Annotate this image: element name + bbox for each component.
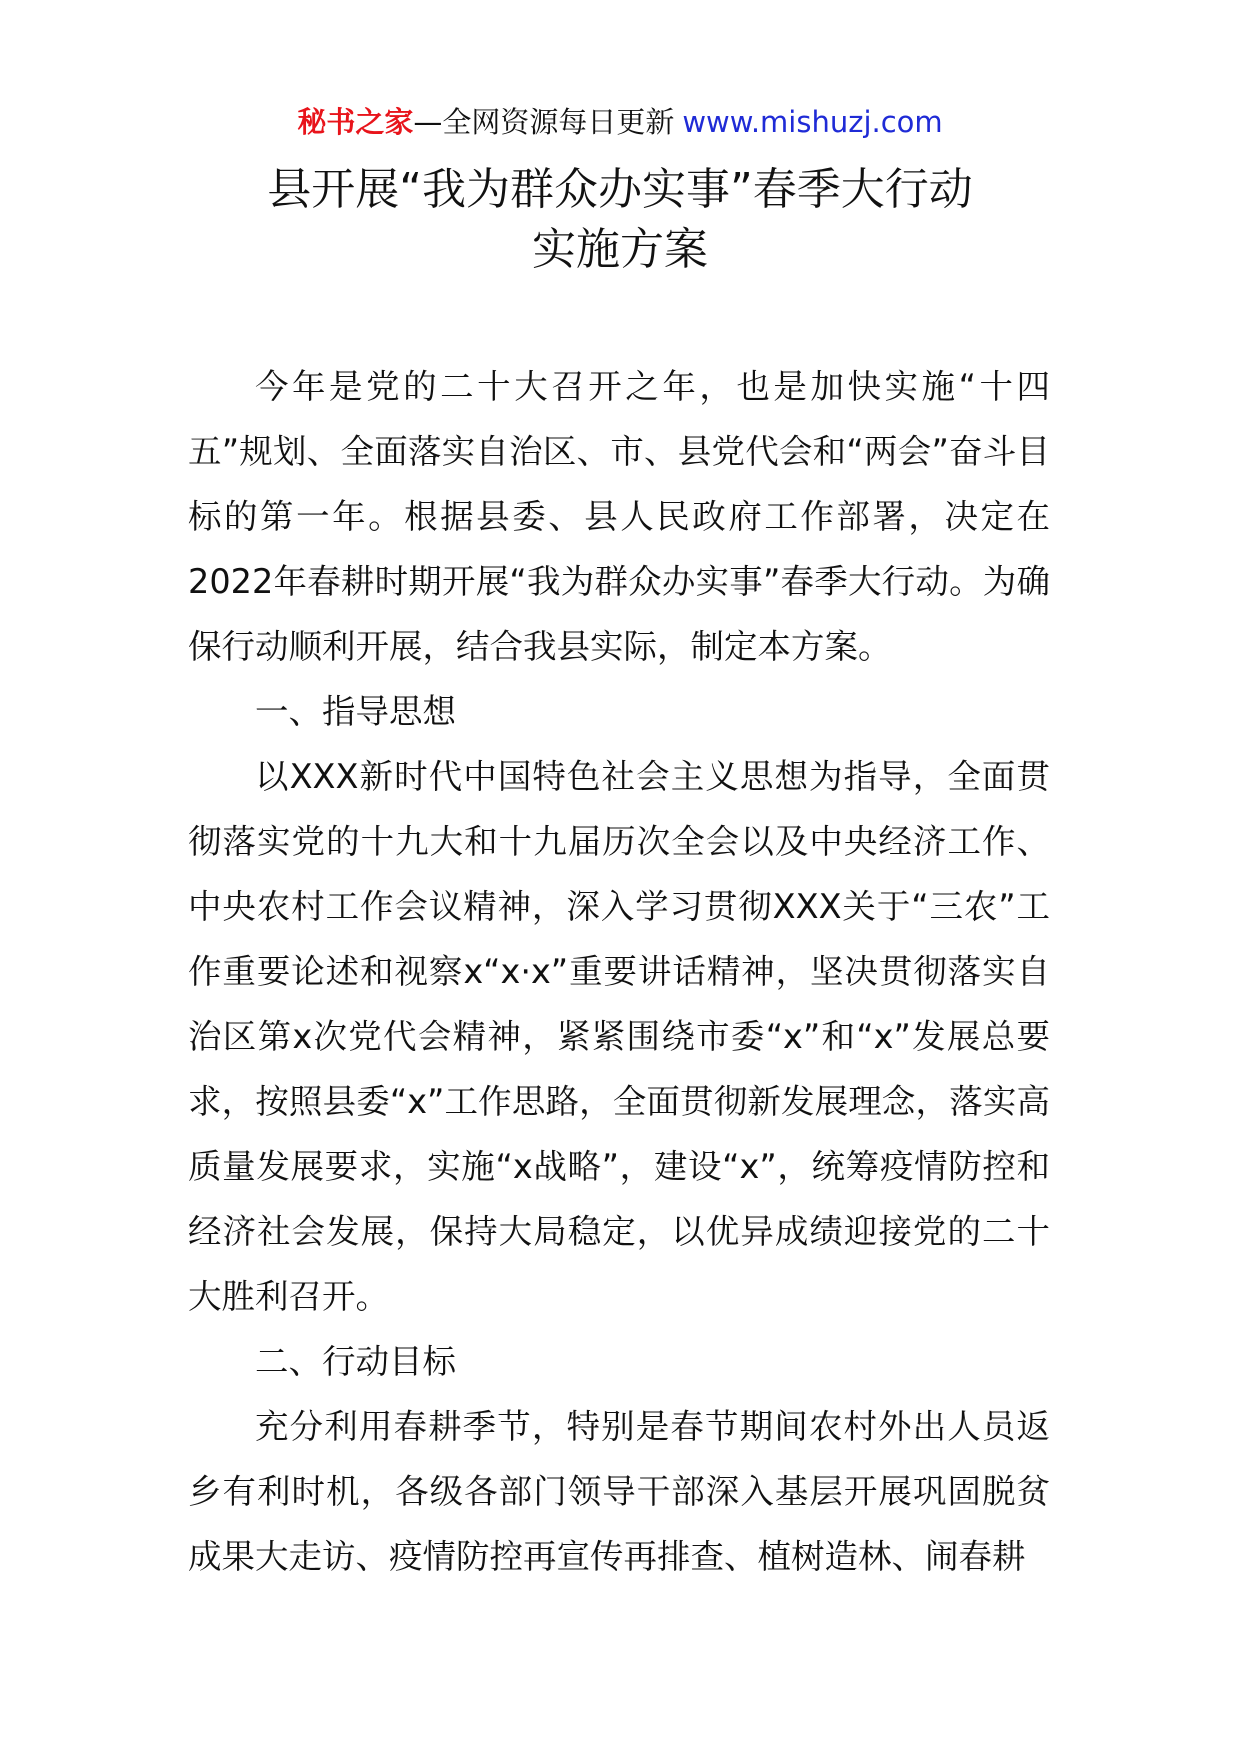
header-tagline: —全网资源每日更新 — [413, 105, 675, 139]
site-url-link[interactable]: www.mishuzj.com — [682, 105, 943, 139]
site-header — [0, 102, 1240, 142]
guiding-thought-paragraph: 以XXX新时代中国特色社会主义思想为指导，全面贯彻落实党的十九大和十九届历次全会以及中央经济工作、中央农村工作会议精神，深入学习贯彻XXX关于“三农”工作重要论述和视察x“x·x”重要讲话精神，坚决贯彻落实自治区第x次党代会精神，紧紧围绕市委“x”和“x”发展总要求，按照县委“x”工作思路，全面贯彻新发展理念，落实高质量发展要求，实施“x战略”，建设“x”，统筹疫情防控和经济社会发展，保持大局稳定，以优异成绩迎接党的二十大胜利召开。 — [188, 757, 1050, 1316]
brand-name: 秘书之家 — [297, 105, 414, 139]
title-line-1: 县开展“我为群众办实事”春季大行动 — [267, 164, 973, 215]
document-title — [0, 160, 1240, 280]
intro-paragraph: 今年是党的二十大召开之年，也是加快实施“十四五”规划、全面落实自治区、市、县党代会和“两会”奋斗目标的第一年。根据县委、县人民政府工作部署，决定在2022年春耕时期开展“我为群众办实事”春季大行动。为确保行动顺利开展，结合我县实际，制定本方案。 — [188, 367, 1050, 666]
document-body — [188, 354, 1050, 1589]
section-heading-action-goals: 二、行动目标 — [255, 1342, 456, 1381]
action-goals-paragraph: 充分利用春耕季节，特别是春节期间农村外出人员返乡有利时机，各级各部门领导干部深入基层开展巩固脱贫成果大走访、疫情防控再宣传再排查、植树造林、闹春耕 — [188, 1407, 1050, 1576]
title-line-2: 实施方案 — [532, 224, 708, 275]
section-heading-guiding-thought: 一、指导思想 — [255, 692, 456, 731]
